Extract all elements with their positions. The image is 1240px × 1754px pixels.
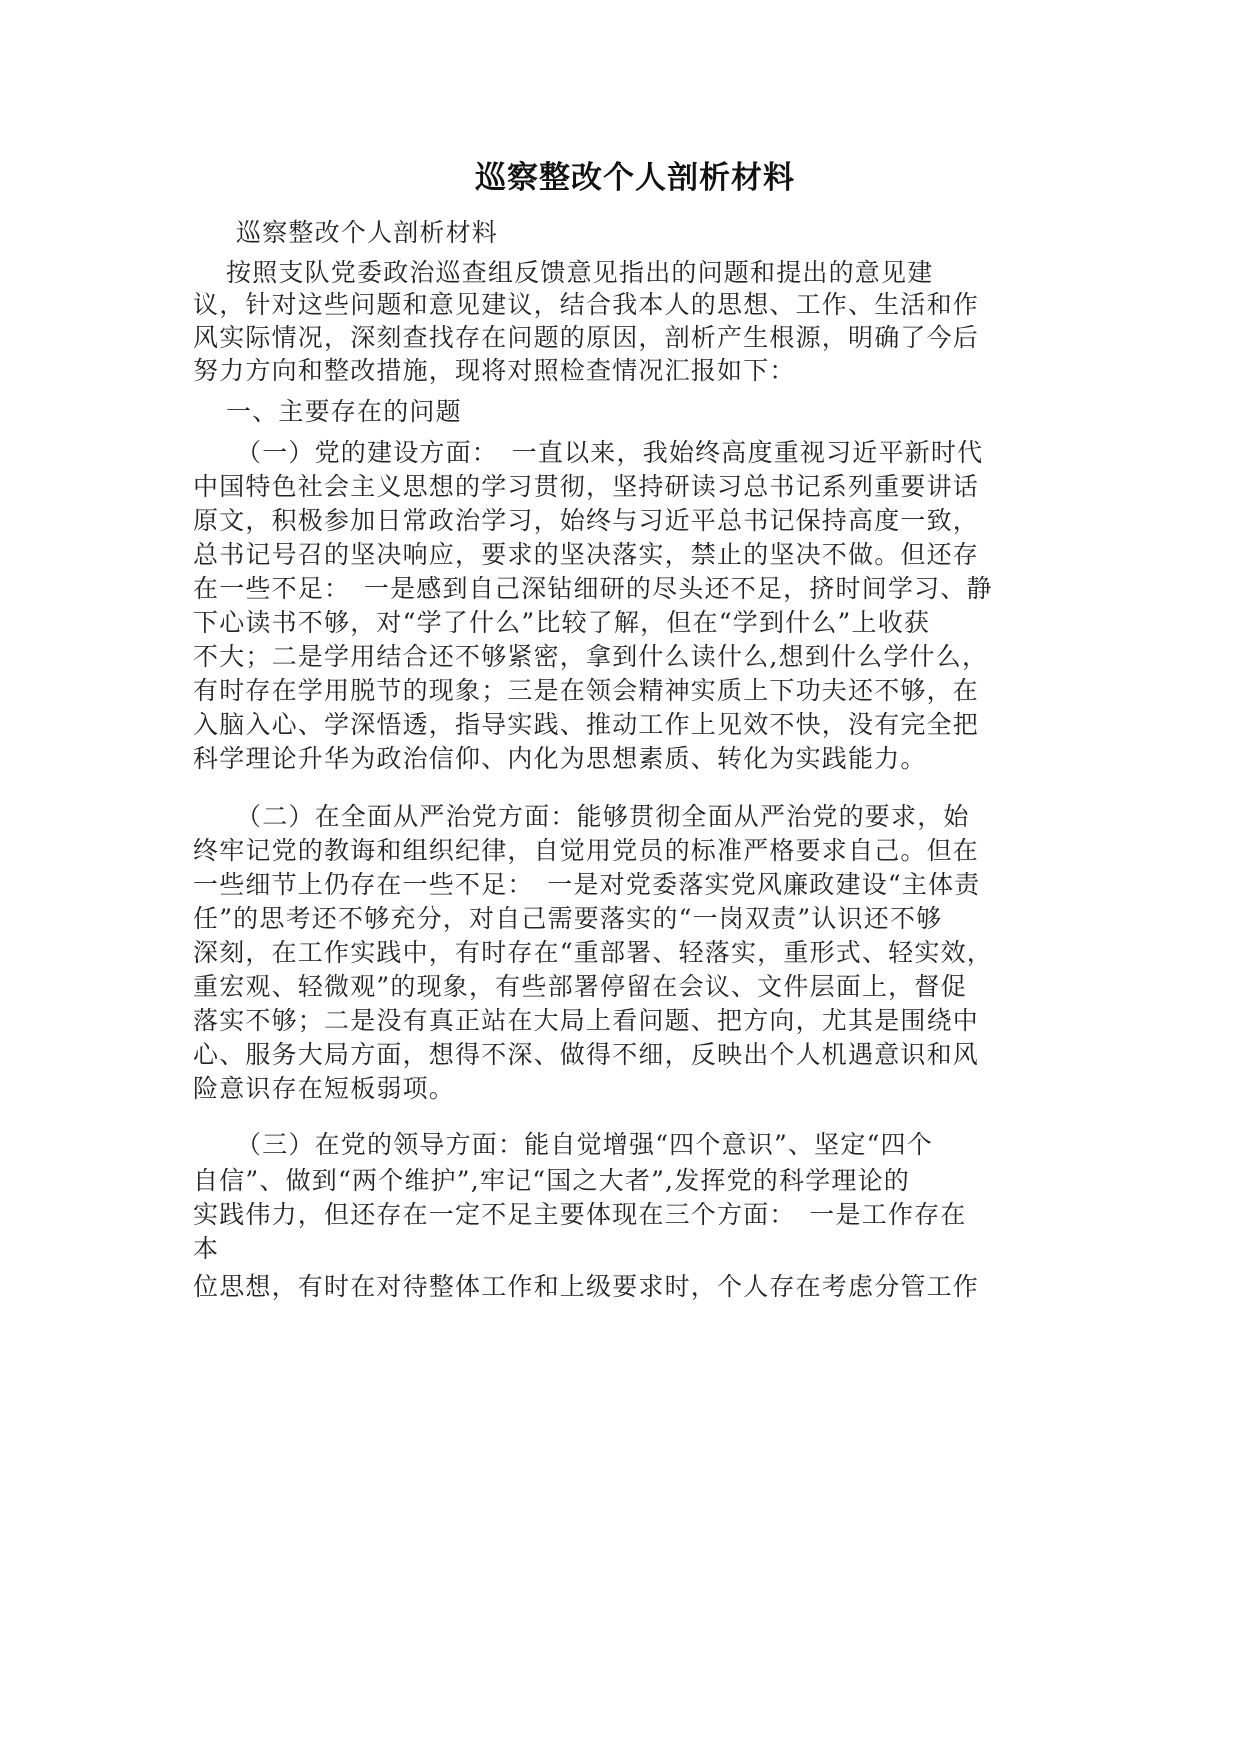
paragraph-line: 按照支队党委政治巡查组反馈意见指出的问题和提出的意见建 [226, 258, 934, 287]
paragraph-line: 心、服务大局方面，想得不深、做得不细，反映出个人机遇意识和风 [193, 1040, 980, 1069]
document-title: 巡察整改个人剖析材料 [475, 160, 795, 196]
paragraph-line: 有时存在学用脱节的现象；三是在领会精神实质上下功夫还不够，在 [193, 676, 980, 705]
paragraph-line: 科学理论升华为政治信仰、内化为思想素质、转化为实践能力。 [193, 744, 927, 773]
paragraph-line: 入脑入心、学深悟透，指导实践、推动工作上见效不快，没有完全把 [193, 710, 980, 739]
paragraph-line: 位思想，有时在对待整体工作和上级要求时，个人存在考虑分管工作 [193, 1272, 980, 1301]
paragraph-line: 重宏观、轻微观”的现象，有些部署停留在会议、文件层面上，督促 [193, 972, 967, 1001]
paragraph-line: 风实际情况，深刻查找存在问题的原因，剖析产生根源，明确了今后 [193, 323, 980, 352]
paragraph-line: 终牢记党的教诲和组织纪律，自觉用党员的标准严格要求自己。但在 [193, 836, 980, 865]
paragraph-line: 一些细节上仍存在一些不足： 一是对党委落实党风廉政建设“主体责 [193, 870, 981, 899]
paragraph-line: （三）在党的领导方面：能自觉增强“四个意识”、坚定“四个 [236, 1130, 933, 1159]
paragraph-line: （一）党的建设方面： 一直以来，我始终高度重视习近平新时代 [236, 438, 984, 467]
paragraph-line: 实践伟力，但还存在一定不足主要体现在三个方面： 一是工作存在 [193, 1200, 967, 1229]
paragraph-line: 原文，积极参加日常政治学习，始终与习近平总书记保持高度一致， [193, 506, 980, 535]
section-heading: 一、主要存在的问题 [226, 397, 462, 426]
paragraph-line: 本 [193, 1234, 220, 1263]
paragraph-line: 总书记号召的坚决响应，要求的坚决落实，禁止的坚决不做。但还存 [193, 540, 980, 569]
paragraph-line: 在一些不足： 一是感到自己深钻细研的尽头还不足，挤时间学习、静 [193, 574, 993, 603]
paragraph-line: 任”的思考还不够充分，对自己需要落实的“一岗双责”认识还不够 [193, 904, 943, 933]
paragraph-line: 深刻，在工作实践中，有时存在“重部署、轻落实，重形式、轻实效， [193, 938, 993, 967]
paragraph-line: 巡察整改个人剖析材料 [236, 218, 499, 247]
paragraph-line: 险意识存在短板弱项。 [193, 1074, 456, 1103]
paragraph-line: 议，针对这些问题和意见建议，结合我本人的思想、工作、生活和作 [193, 290, 980, 319]
paragraph-line: 下心读书不够，对“学了什么”比较了解，但在“学到什么”上收获 [193, 608, 931, 637]
paragraph-line: 不大；二是学用结合还不够紧密，拿到什么读什么,想到什么学什么， [193, 642, 989, 671]
paragraph-line: 落实不够；二是没有真正站在大局上看问题、把方向，尤其是围绕中 [193, 1006, 980, 1035]
paragraph-line: 中国特色社会主义思想的学习贯彻，坚持研读习总书记系列重要讲话 [193, 472, 980, 501]
paragraph-line: 努力方向和整改措施，现将对照检查情况汇报如下： [193, 356, 796, 385]
paragraph-line: （二）在全面从严治党方面：能够贯彻全面从严治党的要求，始 [236, 802, 970, 831]
paragraph-line: 自信”、做到“两个维护”,牢记“国之大者”,发挥党的科学理论的 [193, 1166, 910, 1195]
